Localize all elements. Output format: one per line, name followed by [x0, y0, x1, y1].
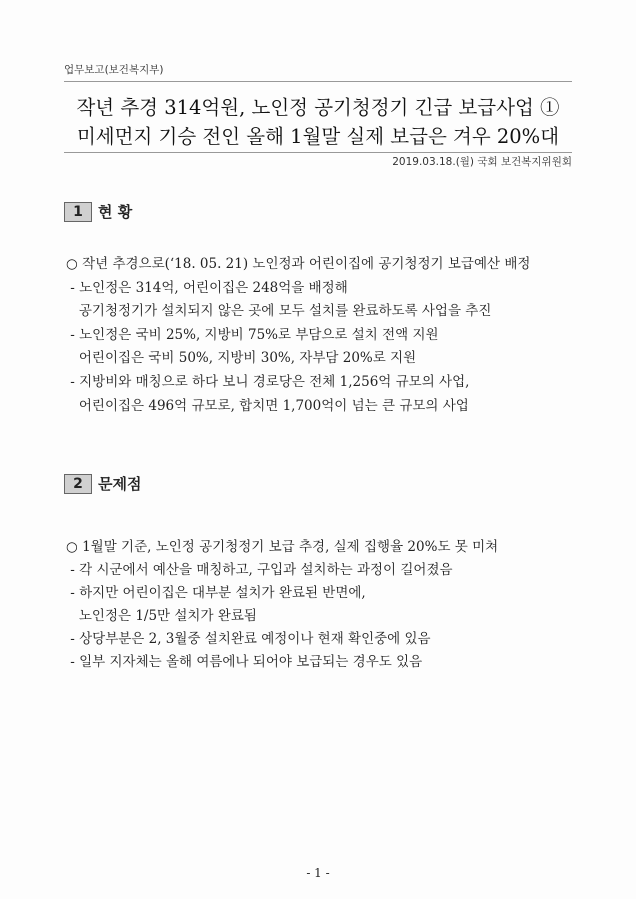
body-line: 어린이집은 국비 50%, 지방비 30%, 자부담 20%로 지원 [66, 350, 417, 367]
report-header: 업무보고(보건복지부) [64, 64, 164, 76]
section-number: 2 [64, 474, 92, 494]
divider [64, 81, 572, 82]
body-line: ○ 작년 추경으로(‘18. 05. 21) 노인정과 어린이집에 공기청정기 보급예산 배정 [66, 256, 531, 272]
body-line: 공기청정기가 설치되지 않은 곳에 모두 설치를 완료하도록 사업을 추진 [66, 303, 492, 320]
body-line: - 지방비와 매칭으로 하다 보니 경로당은 전체 1,256억 규모의 사업, [66, 374, 470, 390]
body-line: - 하지만 어린이집은 대부분 설치가 완료된 반면에, [66, 585, 366, 601]
section-heading-1 [64, 201, 132, 222]
body-line: - 노인정은 314억, 어린이집은 248억을 배정해 [66, 279, 348, 296]
section-number: 1 [64, 202, 92, 222]
body-line: - 노인정은 국비 25%, 지방비 75%로 부담으로 설치 전액 지원 [66, 326, 439, 343]
divider [64, 152, 572, 153]
body-line: - 상당부분은 2, 3월중 설치완료 예정이나 현재 확인중에 있음 [66, 631, 431, 647]
body-line: 노인정은 1/5만 설치가 완료됨 [66, 608, 257, 624]
section-title: 문제점 [98, 475, 142, 493]
title-line-1: 작년 추경 314억원, 노인정 공기청정기 긴급 보급사업 ① [76, 96, 560, 119]
body-line: ○ 1월말 기준, 노인정 공기청정기 보급 추경, 실제 집행율 20%도 못 미쳐 [66, 539, 499, 555]
body-line: - 각 시군에서 예산을 매칭하고, 구입과 설치하는 과정이 길어졌음 [66, 562, 453, 578]
page-number: - 1 - [306, 866, 330, 880]
body-line: 어린이집은 496억 규모로, 합치면 1,700억이 넘는 큰 규모의 사업 [66, 397, 469, 414]
section-title: 현 황 [98, 203, 133, 221]
section-heading-2 [64, 473, 141, 494]
body-line: - 일부 지자체는 올해 여름에나 되어야 보급되는 경우도 있음 [66, 654, 423, 670]
date-line: 2019.03.18.(월) 국회 보건복지위원회 [392, 156, 572, 168]
title-line-2: 미세먼지 기승 전인 올해 1월말 실제 보급은 겨우 20%대 [76, 125, 560, 148]
